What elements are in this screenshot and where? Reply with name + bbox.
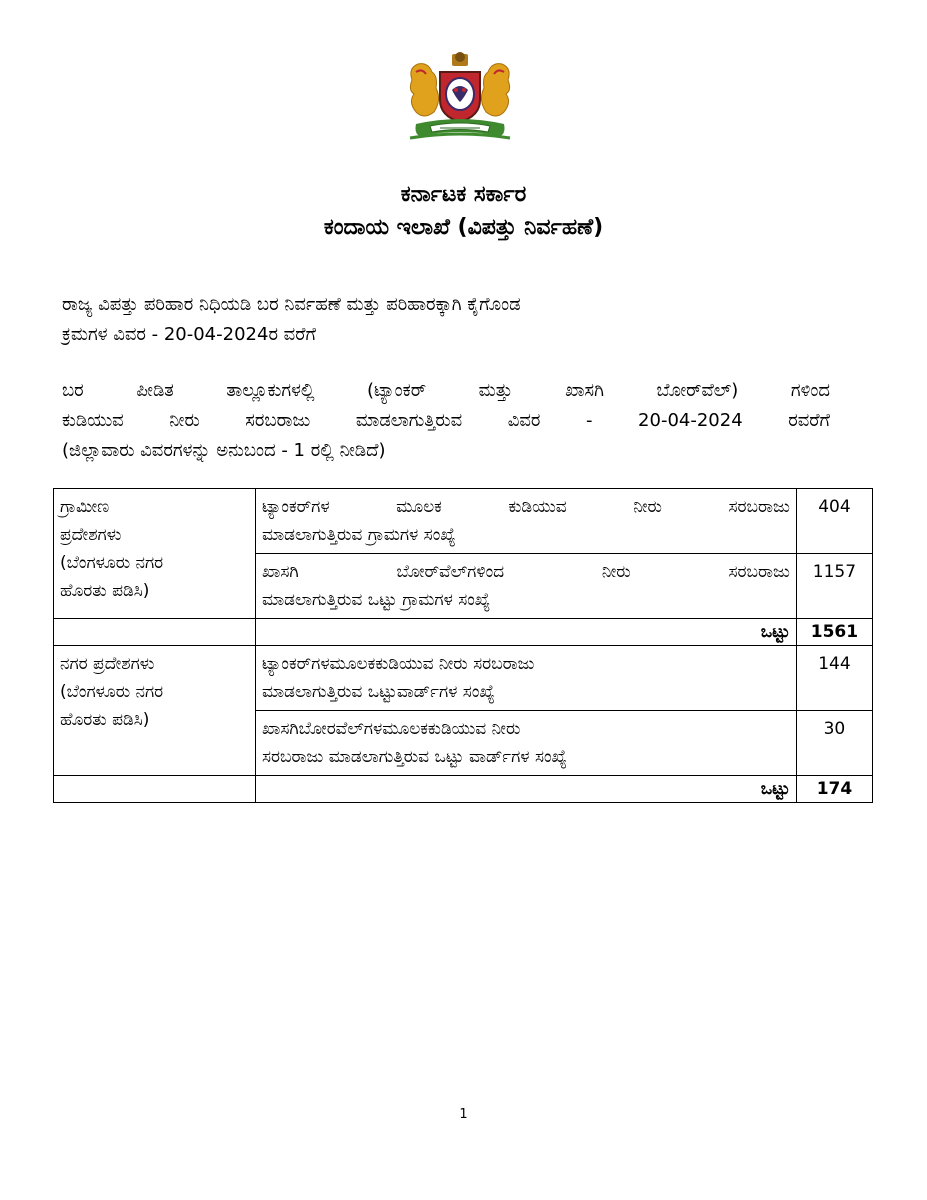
- total-value: 1561: [796, 619, 872, 646]
- section-paragraph: [62, 376, 830, 466]
- description-text: ಖಾಸಗಿ ಬೋರ್‌ವೆಲ್‌ಗಳಿಂದ ನೀರು ಸರಬರಾಜು: [261, 562, 790, 582]
- area-label: ನಗರ ಪ್ರದೇಶಗಳು: [60, 654, 155, 674]
- page-title: ಕರ್ನಾಟಕ ಸರ್ಕಾರ: [400, 182, 527, 207]
- area-label: ಪ್ರದೇಶಗಳು: [60, 525, 122, 545]
- urban-area-cell: [54, 646, 256, 776]
- area-label: ಗ್ರಾಮೀಣ: [60, 497, 110, 517]
- value-cell: 1157: [796, 554, 872, 619]
- table-row-total: [54, 619, 873, 646]
- karnataka-emblem-icon: [402, 50, 518, 146]
- description-text: ಖಾಸಗಿಬೋರವೆಲ್‌ಗಳಮೂಲಕಕುಡಿಯುವ ನೀರು: [261, 719, 521, 739]
- empty-cell: [54, 619, 256, 646]
- description-cell: [255, 646, 796, 711]
- intro-paragraph: [62, 290, 830, 350]
- section-line: ಕುಡಿಯುವ ನೀರು ಸರಬರಾಜು ಮಾಡಲಾಗುತ್ತಿರುವ ವಿವರ - 20-04-2024 ರವರೆಗೆ: [62, 410, 830, 431]
- section-line: (ಜಿಲ್ಲಾವಾರು ವಿವರಗಳನ್ನು ಅನುಬಂದ - 1 ರಲ್ಲಿ ನೀಡಿದೆ): [62, 440, 386, 461]
- section-line: ಬರ ಪೀಡಿತ ತಾಲ್ಲೂಕುಗಳಲ್ಲಿ (ಟ್ಯಾಂಕರ್ ಮತ್ತು ಖಾಸಗಿ ಬೋರ್‌ವೆಲ್) ಗಳಿಂದ: [62, 380, 830, 401]
- description-cell: [255, 489, 796, 554]
- description-cell: [255, 711, 796, 776]
- total-value: 174: [796, 776, 872, 803]
- description-text: ಟ್ಯಾಂಕರ್‌ಗಳಮೂಲಕಕುಡಿಯುವ ನೀರು ಸರಬರಾಜು: [261, 654, 535, 674]
- value-cell: 404: [796, 489, 872, 554]
- description-text: ಸರಬರಾಜು ಮಾಡಲಾಗುತ್ತಿರುವ ಒಟ್ಟು ವಾರ್ಡ್‌ಗಳ ಸಂಖ್ಯೆ: [261, 747, 567, 767]
- description-text: ಮಾಡಲಾಗುತ್ತಿರುವ ಗ್ರಾಮಗಳ ಸಂಖ್ಯೆ: [261, 525, 456, 545]
- empty-cell: [54, 776, 256, 803]
- total-label: ಒಟ್ಟು: [255, 776, 796, 803]
- total-label: ಒಟ್ಟು: [255, 619, 796, 646]
- intro-line: ರಾಜ್ಯ ವಿಪತ್ತು ಪರಿಹಾರ ನಿಧಿಯಡಿ ಬರ ನಿರ್ವಹಣೆ ಮತ್ತು ಪರಿಹಾರಕ್ಕಾಗಿ ಕೈಗೊಂಡ: [62, 294, 521, 315]
- rural-area-cell: [54, 489, 256, 619]
- page-subtitle: ಕಂದಾಯ ಇಲಾಖೆ (ವಿಪತ್ತು ನಿರ್ವಹಣೆ): [323, 215, 604, 240]
- area-label: (ಬೆಂಗಳೂರು ನಗರ: [60, 553, 164, 573]
- area-label: ಹೊರತು ಪಡಿಸಿ): [60, 581, 150, 601]
- table-row: [54, 489, 873, 554]
- description-text: ಮಾಡಲಾಗುತ್ತಿರುವ ಒಟ್ಟು ಗ್ರಾಮಗಳ ಸಂಖ್ಯೆ: [261, 590, 491, 610]
- page-number: 1: [459, 1107, 468, 1122]
- area-label: (ಬೆಂಗಳೂರು ನಗರ: [60, 682, 164, 702]
- water-supply-table: [53, 488, 873, 803]
- description-cell: [255, 554, 796, 619]
- description-text: ಟ್ಯಾಂಕರ್‌ಗಳ ಮೂಲಕ ಕುಡಿಯುವ ನೀರು ಸರಬರಾಜು: [261, 497, 790, 517]
- value-cell: 144: [796, 646, 872, 711]
- table-row-total: [54, 776, 873, 803]
- area-label: ಹೊರತು ಪಡಿಸಿ): [60, 710, 150, 730]
- table-row: [54, 646, 873, 711]
- intro-line: ಕ್ರಮಗಳ ವಿವರ - 20-04-2024ರ ವರೆಗೆ: [62, 324, 316, 345]
- description-text: ಮಾಡಲಾಗುತ್ತಿರುವ ಒಟ್ಟುವಾರ್ಡ್‌ಗಳ ಸಂಖ್ಯೆ: [261, 682, 495, 702]
- value-cell: 30: [796, 711, 872, 776]
